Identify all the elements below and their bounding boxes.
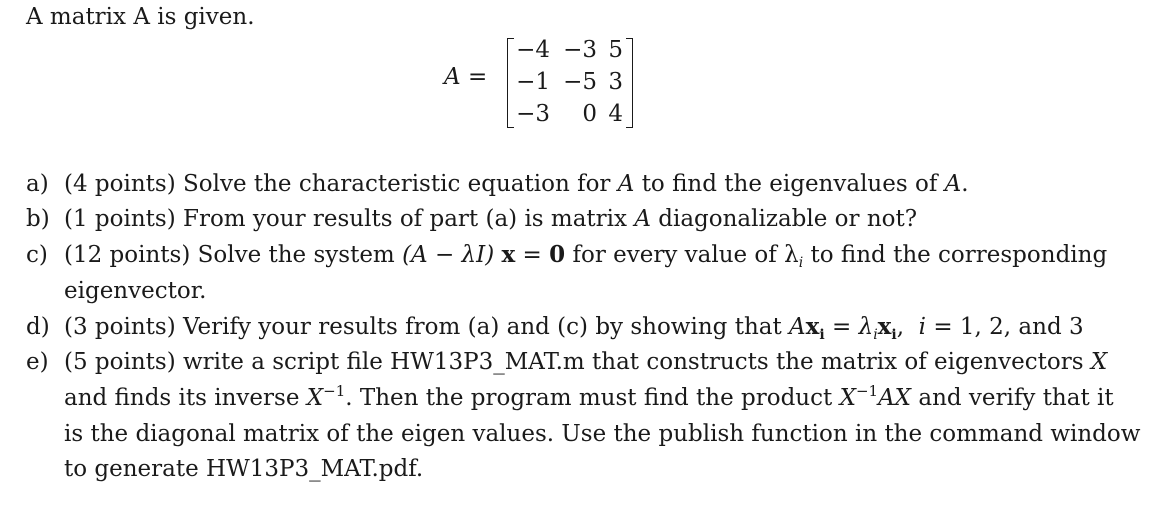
matrix-cell: −3 <box>516 101 550 127</box>
question-label: a) <box>26 171 49 197</box>
matrix-cell: −5 <box>563 69 597 95</box>
right-bracket <box>626 38 633 128</box>
question-label: b) <box>26 206 50 232</box>
intro-text: A matrix A is given. <box>26 4 255 30</box>
equals-sign: = <box>467 64 488 90</box>
document-page: A matrix A is given. A = −4 −3 5 −1 −5 3 −3 0 4 a) (4 points) Solve the characteristic equation for A to find the eigenvalues of A. b) (1 points) From your results of part (a) is matrix A diagonalizable or not? c) (12 points) Solve the system (A − λI) x = 0 for every value of $\lambda_i$ to find the corresponding eigenvector. d) (3 points) Verify your results from (a) and (c) by showing that $Ax_i = \lambda_ix_i$, i = 1, 2, and 3 e) (5 points) write a script file HW13P3_MAT.m that constructs the matrix of eigenvectors X and finds its inverse $X^{-1}$. Then the program must find the product $X^{-1}AX$ and verify that it is the diagonal matrix of the eigen values. Use the publish function in the command window to generate HW13P3_MAT.pdf. <box>26 4 1141 482</box>
matrix-cell: 3 <box>608 69 623 95</box>
matrix-cell: −4 <box>516 37 550 63</box>
question-e-line4: to generate HW13P3_MAT.pdf. <box>64 456 424 482</box>
question-c-continuation: eigenvector. <box>64 278 207 304</box>
matrix-cell: −1 <box>516 69 550 95</box>
matrix-name: A <box>444 64 461 90</box>
question-label: e) <box>26 349 49 375</box>
question-e-line2: and finds its inverse $X^{-1}$. Then the program must find the product $X^{-1}AX$ and verify that it <box>64 382 1114 411</box>
question-e-line3: is the diagonal matrix of the eigen values. Use the publish function in the command window <box>64 421 1141 447</box>
matrix-cell: 5 <box>608 37 623 63</box>
question-label: d) <box>26 314 50 340</box>
matrix-cell: −3 <box>563 37 597 63</box>
matrix-cell: 4 <box>608 101 623 127</box>
question-label: c) <box>26 242 48 268</box>
matrix-cell: 0 <box>582 101 597 127</box>
